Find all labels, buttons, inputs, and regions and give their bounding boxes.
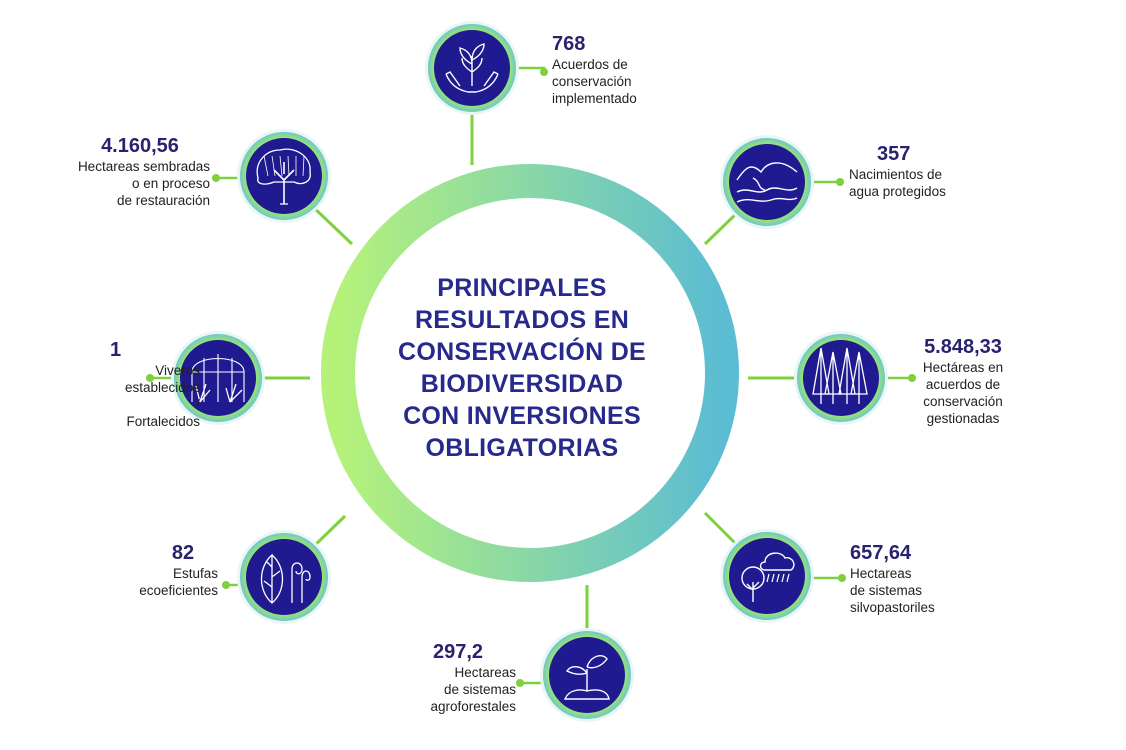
result-label: Hectareas de sistemas silvopastoriles [850,566,935,615]
badge-nacimientos [720,135,814,229]
result-value: 5.848,33 [924,336,1002,358]
result-acuerdos [552,32,637,107]
badge-acuerdos [425,21,519,115]
badge-silvopastoriles [720,529,814,623]
pointer-dot [212,174,220,182]
result-value: 1 [110,339,122,361]
result-estufas [118,541,218,599]
result-value: 82 [171,542,195,564]
pointer-dot [540,68,548,76]
result-label: Estufas ecoeficientes [139,566,218,598]
pointer-dot [838,574,846,582]
result-hectareas-sembradas [60,134,210,209]
diagram-title: PRINCIPALES RESULTADOS EN CONSERVACIÓN DE BIODIVERSIDAD CON INVERSIONES OBLIGATORIAS [397,274,647,462]
result-silvopastoriles [850,541,935,616]
connector-line [705,513,738,546]
result-label: Nacimientos de agua protegidos [849,167,946,199]
result-value: 357 [877,143,911,165]
result-agroforestales [400,640,516,715]
pointer-dot [836,178,844,186]
result-label: Hectáreas en acuerdos de conservación gestionadas [922,360,1004,426]
result-hectareas-acuerdos [912,335,1014,427]
result-nacimientos [849,142,946,200]
badge-agroforestales [540,628,634,722]
result-label: Hectareas de sistemas agroforestales [430,665,516,714]
connector-line [312,516,345,548]
result-viveros [60,338,200,430]
badge-estufas [237,530,331,624]
result-value: 657,64 [850,542,912,564]
badge-hectareas-sembradas [237,129,331,223]
pointer-dot [516,679,524,687]
result-label: Acuerdos de conservación implementado [552,57,637,106]
badge-hectareas-acuerdos [794,331,888,425]
result-value: 768 [552,33,586,55]
pointer-dot [222,581,230,589]
result-value: 4.160,56 [101,135,179,157]
result-label: Hectareas sembradas o en proceso de restauración [77,159,210,208]
connector-line [705,212,738,244]
result-value: 297,2 [432,641,484,663]
connector-line [312,206,352,244]
result-label: Viveros establecidos / Fortalecidos [124,363,200,429]
